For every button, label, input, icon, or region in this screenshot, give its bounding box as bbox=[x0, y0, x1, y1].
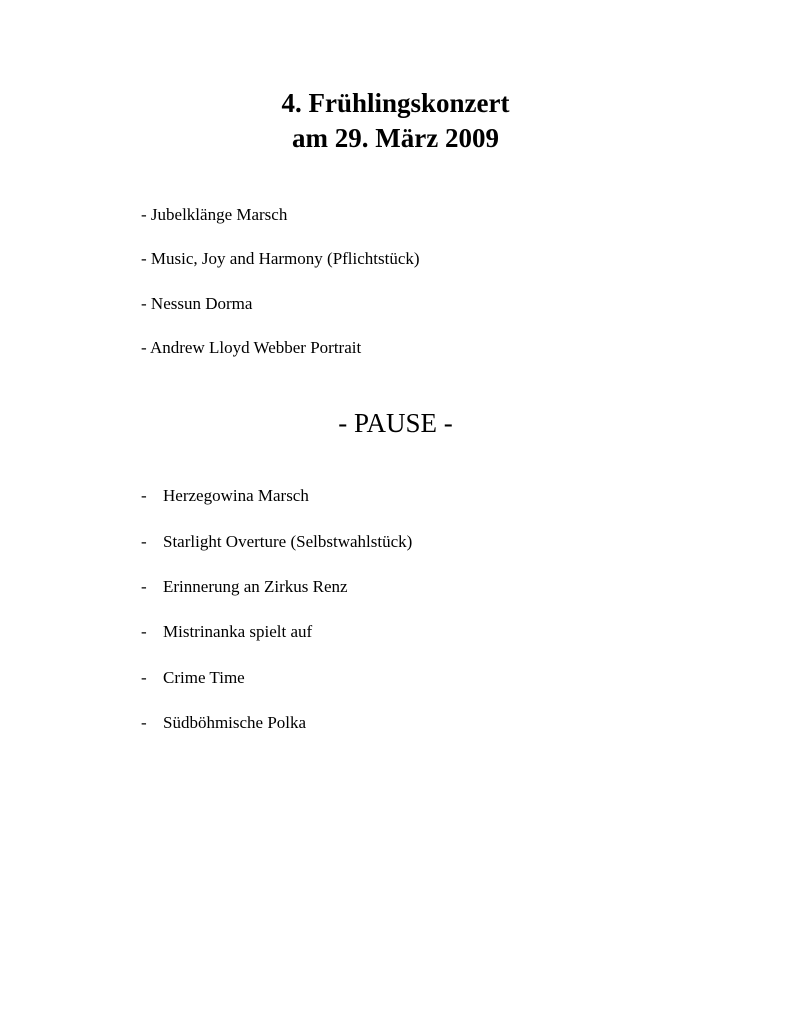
bullet-dash: - bbox=[141, 532, 147, 551]
program-item: - Music, Joy and Harmony (Pflichtstück) bbox=[141, 249, 420, 268]
program-item-label: Herzegowina Marsch bbox=[163, 486, 309, 505]
bullet-dash: - bbox=[141, 713, 147, 732]
program-item: - Nessun Dorma bbox=[141, 294, 253, 313]
bullet-dash: - bbox=[141, 486, 147, 505]
title-line-2: am 29. März 2009 bbox=[292, 123, 499, 153]
pause-heading: - PAUSE - bbox=[338, 408, 453, 438]
program-item: - Andrew Lloyd Webber Portrait bbox=[141, 338, 362, 357]
program-item: - Jubelklänge Marsch bbox=[141, 205, 288, 224]
program-item-label: Erinnerung an Zirkus Renz bbox=[163, 577, 348, 596]
title-line-1: 4. Frühlingskonzert bbox=[281, 88, 510, 118]
bullet-dash: - bbox=[141, 622, 147, 641]
program-item-label: Starlight Overture (Selbstwahlstück) bbox=[163, 532, 413, 551]
bullet-dash: - bbox=[141, 577, 147, 596]
program-item-label: Mistrinanka spielt auf bbox=[163, 622, 313, 641]
bullet-dash: - bbox=[141, 668, 147, 687]
program-item-label: Südböhmische Polka bbox=[163, 713, 307, 732]
program-item-label: Crime Time bbox=[163, 668, 245, 687]
